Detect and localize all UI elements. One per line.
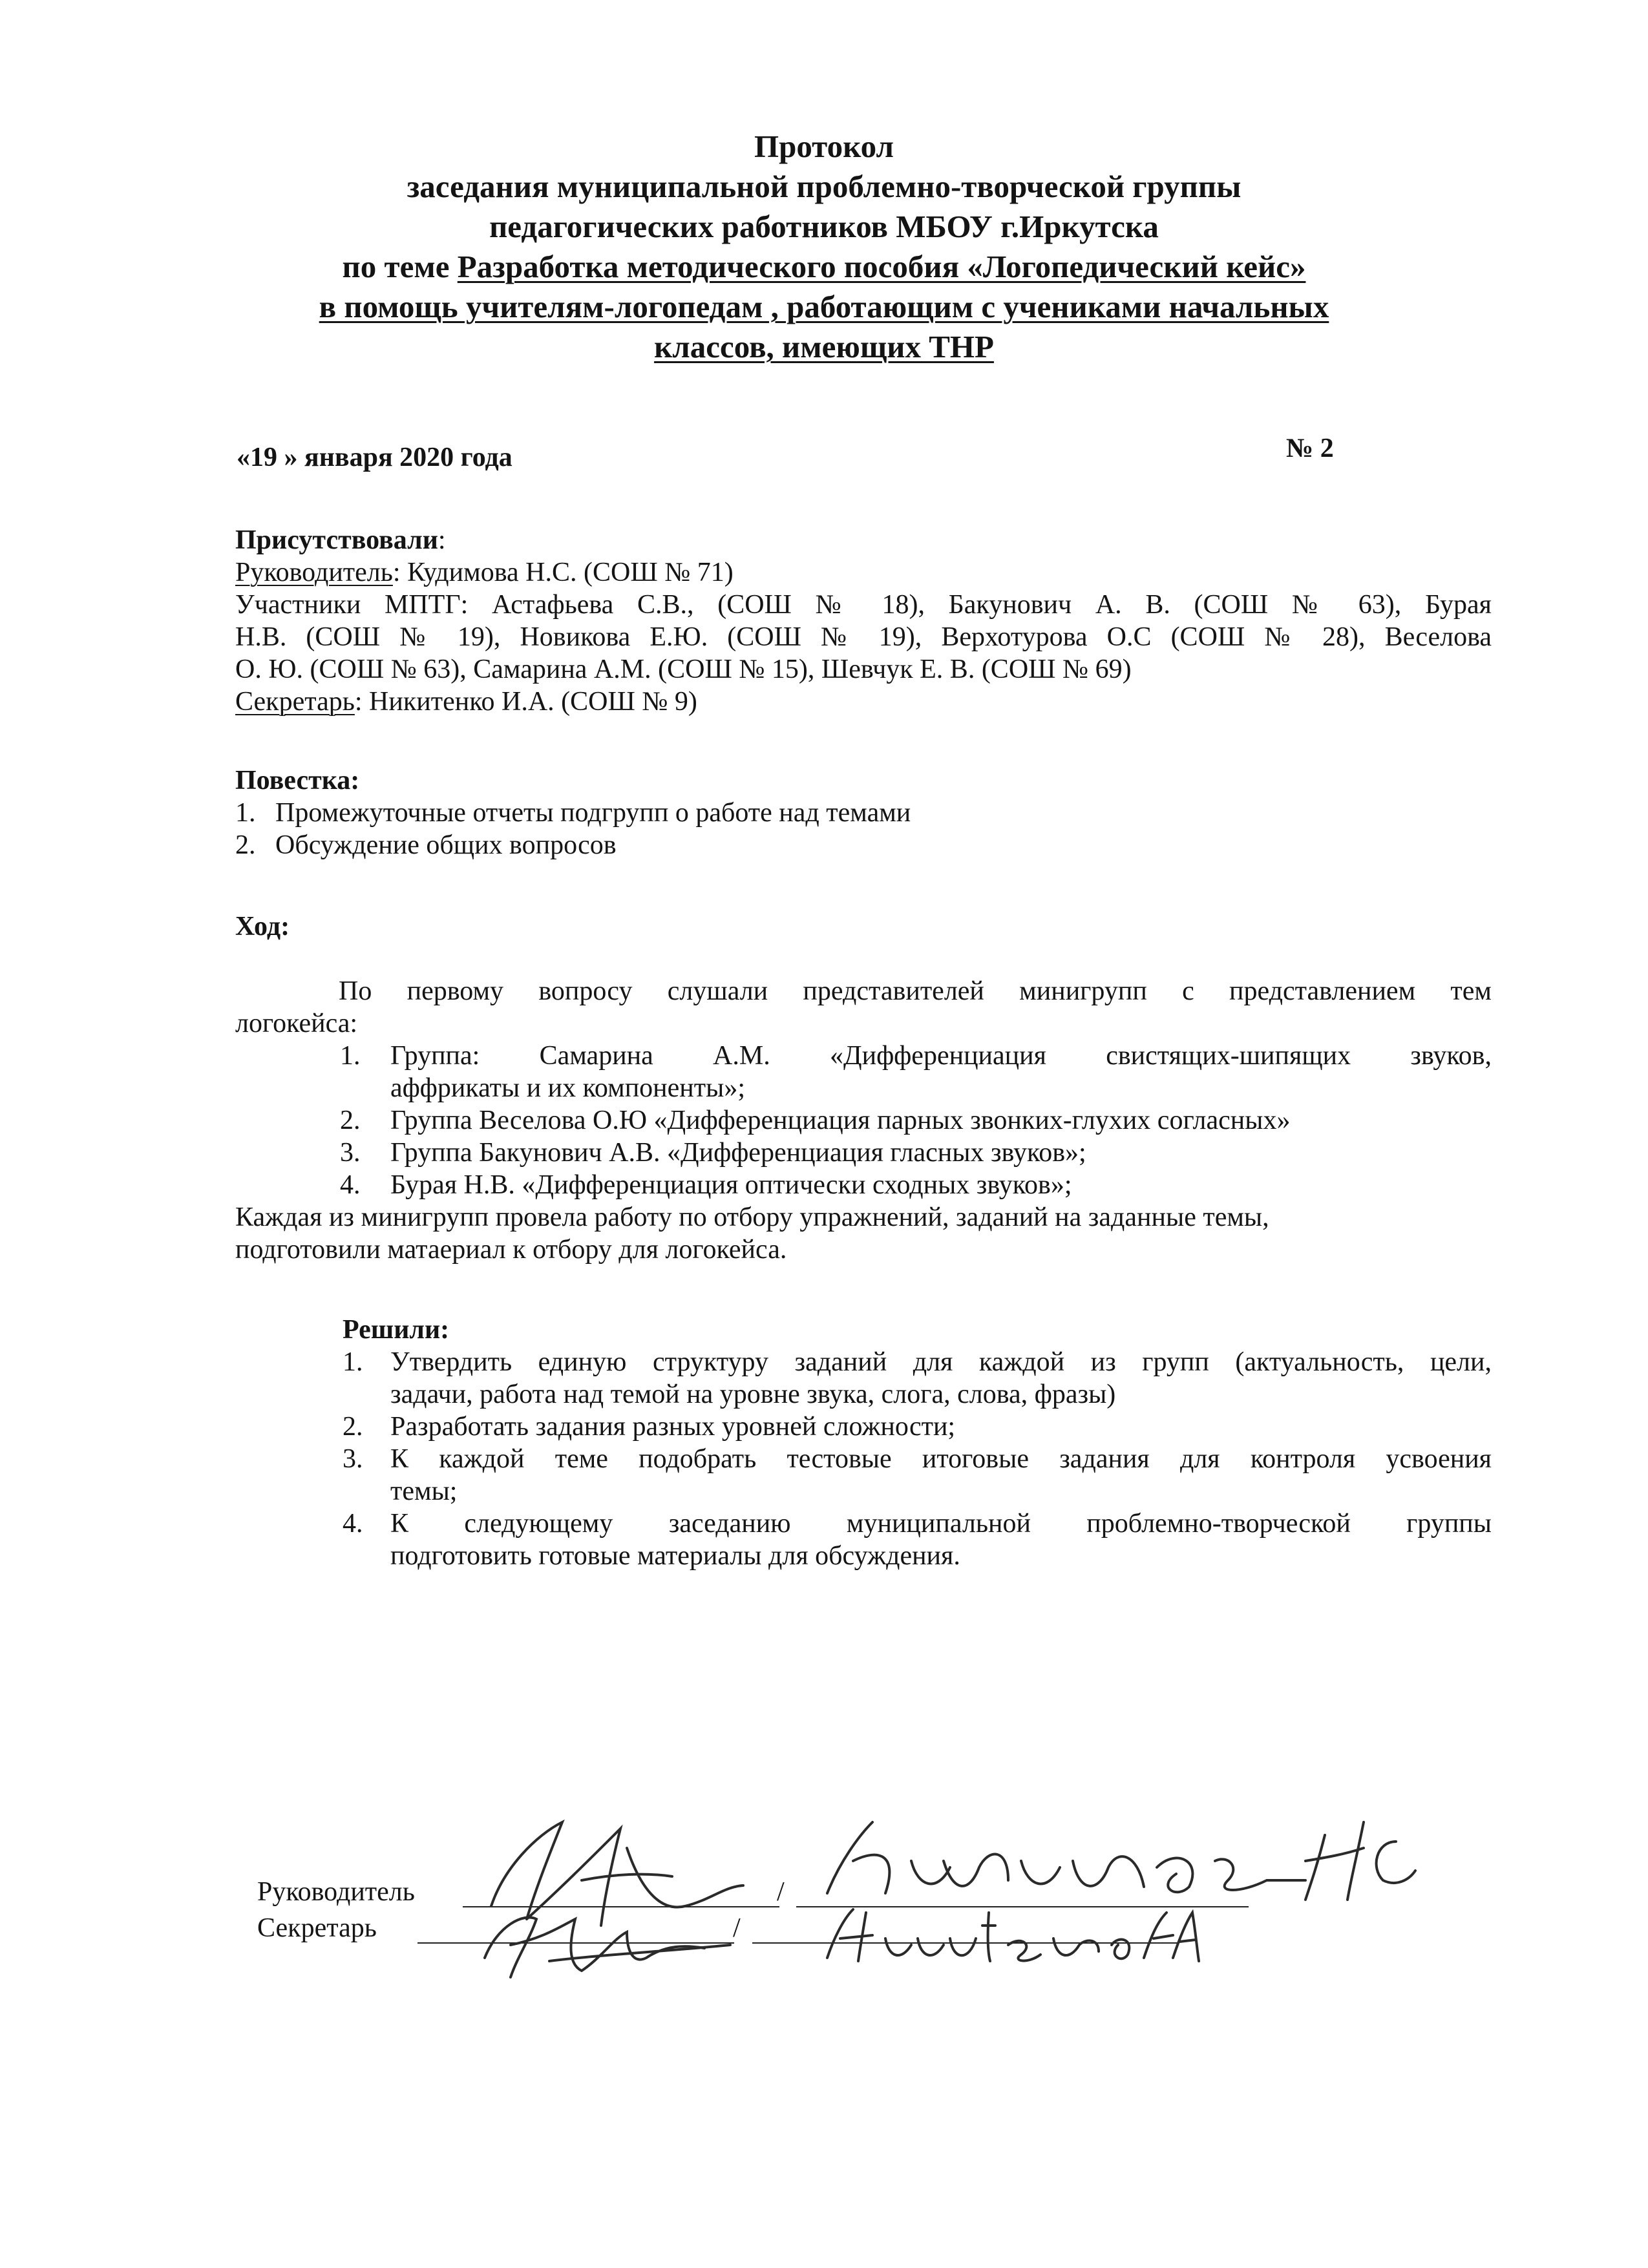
secretary-signature <box>472 1900 756 1990</box>
title-line-5: в помощь учителям-логопедам , работающим с учениками начальных <box>319 289 1329 324</box>
leader-line <box>235 557 734 588</box>
proceedings-item-3: Группа Бакунович А.В. «Дифференциация гласных звуков»; <box>390 1138 1086 1168</box>
participants-line-1: Участники МПТГ: Астафьева С.В., (СОШ № 18), Бакунович А. В. (СОШ № 63), Бурая <box>235 590 1492 620</box>
proceedings-intro-line-2: логокейса: <box>235 1009 358 1038</box>
proceedings-item-number: 1. <box>340 1041 361 1071</box>
decision-item-number: 1. <box>343 1347 363 1377</box>
attendance-heading <box>235 525 446 556</box>
proceedings-item-2: Группа Веселова О.Ю «Дифференциация парных звонких-глухих согласных» <box>390 1106 1291 1135</box>
document-title: Протокол <box>754 129 894 164</box>
leader-handwritten-name <box>814 1809 1422 1906</box>
agenda-item-text: Обсуждение общих вопросов <box>275 830 617 860</box>
proceedings-summary-line-2: подготовили матаериал к отбору для логокейса. <box>235 1235 787 1265</box>
proceedings-heading: Ход: <box>235 912 290 941</box>
decision-item-3-line-1: К каждой теме подобрать тестовые итоговые задания для контроля усвоения <box>390 1444 1492 1474</box>
decision-item-number: 2. <box>343 1412 363 1442</box>
proceedings-intro-line-1: По первому вопросу слушали представителей минигрупп с представлением тем <box>339 976 1492 1006</box>
decision-item-1-line-2: задачи, работа над темой на уровне звука, слога, слова, фразы) <box>390 1380 1116 1409</box>
proceedings-item-number: 4. <box>340 1170 361 1200</box>
secretary-handwritten-name <box>814 1900 1202 1971</box>
title-line-4 <box>0 248 1648 285</box>
agenda-item-number: 1. <box>235 798 256 828</box>
protocol-number: № 2 <box>1286 434 1334 463</box>
secretary-label: Секретарь <box>235 687 355 717</box>
topic-prefix: по теме <box>342 249 458 284</box>
proceedings-item-4: Бурая Н.В. «Дифференциация оптически сходных звуков»; <box>390 1170 1072 1200</box>
proceedings-item-number: 2. <box>340 1106 361 1135</box>
attendance-heading-colon: : <box>438 525 446 555</box>
proceedings-item-1-line-1: Группа: Самарина А.М. «Дифференциация свистящих-шипящих звуков, <box>390 1041 1492 1071</box>
secretary-value: : Никитенко И.А. (СОШ № 9) <box>354 687 697 717</box>
decision-item-2: Разработать задания разных уровней сложности; <box>390 1412 956 1442</box>
agenda-heading: Повестка: <box>235 766 360 795</box>
participants-line-2: Н.В. (СОШ № 19), Новикова Е.Ю. (СОШ № 19), Верхотурова О.С (СОШ № 28), Веселова <box>235 622 1492 652</box>
decision-item-3-line-2: темы; <box>390 1476 458 1506</box>
topic-name: Разработка методического пособия «Логопедический кейс» <box>457 249 1306 284</box>
participants-line-3: О. Ю. (СОШ № 63), Самарина А.М. (СОШ № 15), Шевчук Е. В. (СОШ № 69) <box>235 655 1132 684</box>
title-line-3: педагогических работников МБОУ г.Иркутска <box>489 209 1159 244</box>
proceedings-item-1-line-2: аффрикаты и их компоненты»; <box>390 1073 746 1103</box>
signature-secretary-label: Секретарь <box>257 1913 377 1943</box>
signature-leader-label: Руководитель <box>257 1877 415 1907</box>
decision-item-4-line-1: К следующему заседанию муниципальной проблемно-творческой группы <box>390 1509 1492 1538</box>
decision-item-1-line-1: Утвердить единую структуру заданий для каждой из групп (актуальность, цели, <box>390 1347 1492 1377</box>
proceedings-item-number: 3. <box>340 1138 361 1168</box>
decision-item-number: 3. <box>343 1444 363 1474</box>
signature-secretary-slash: / <box>733 1913 741 1943</box>
agenda-item-text: Промежуточные отчеты подгрупп о работе над темами <box>275 798 911 828</box>
attendance-heading-label: Присутствовали <box>235 525 438 555</box>
decision-item-number: 4. <box>343 1509 363 1538</box>
decisions-heading: Решили: <box>343 1315 450 1345</box>
title-line-2: заседания муниципальной проблемно-творческой группы <box>407 169 1241 204</box>
signature-leader-slash: / <box>777 1877 785 1907</box>
proceedings-summary-line-1: Каждая из минигрупп провела работу по отбору упражнений, заданий на заданные темы, <box>235 1202 1269 1232</box>
decision-item-4-line-2: подготовить готовые материалы для обсуждения. <box>390 1541 960 1571</box>
meeting-date: «19 » января 2020 года <box>237 443 512 472</box>
leader-label: Руководитель <box>235 558 393 587</box>
secretary-line <box>235 686 697 717</box>
agenda-item-number: 2. <box>235 830 256 860</box>
leader-value: : Кудимова Н.С. (СОШ № 71) <box>392 558 734 587</box>
agenda-item <box>235 830 617 861</box>
agenda-item <box>235 797 911 828</box>
title-line-6: классов, имеющих ТНР <box>654 329 994 364</box>
